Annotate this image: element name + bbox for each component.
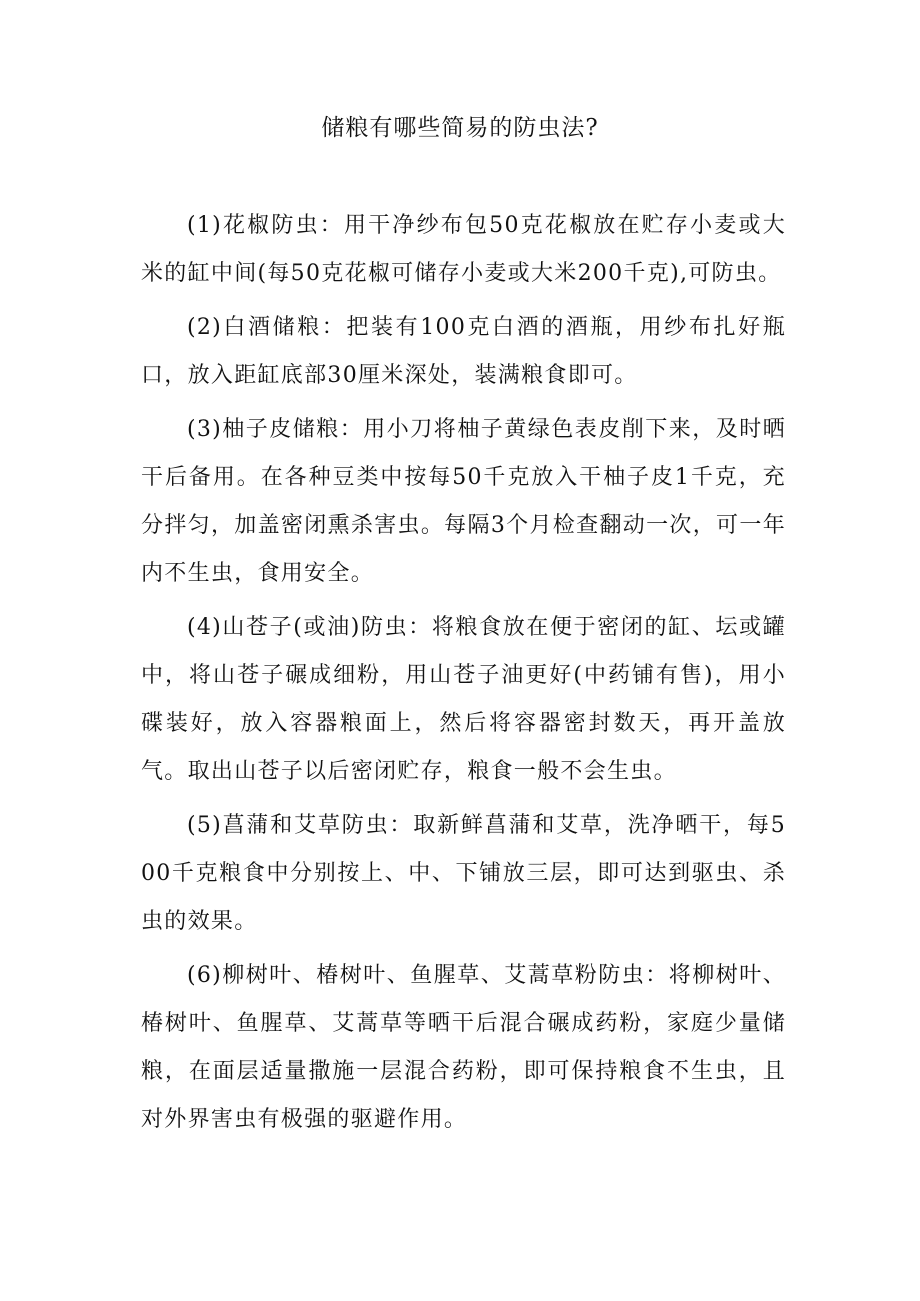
- paragraph-3: (3)柚子皮储粮：用小刀将柚子黄绿色表皮削下来，及时晒干后备用。在各种豆类中按每50千克放入干柚子皮1千克，充分拌匀，加盖密闭熏杀害虫。每隔3个月检查翻动一次，可一年内不生虫，食用安全。: [141, 417, 786, 586]
- paragraph-1: (1)花椒防虫：用干净纱布包50克花椒放在贮存小麦或大米的缸中间(每50克花椒可储存小麦或大米200千克),可防虫。: [141, 213, 786, 286]
- paragraph-6: (6)柳树叶、椿树叶、鱼腥草、艾蒿草粉防虫：将柳树叶、椿树叶、鱼腥草、艾蒿草等晒干后混合碾成药粉，家庭少量储粮，在面层适量撒施一层混合药粉，即可保持粮食不生虫，且对外界害虫有极强的驱避作用。: [141, 963, 786, 1132]
- document-title: 储粮有哪些简易的防虫法?: [321, 115, 599, 141]
- document-body: [141, 202, 786, 1150]
- paragraph-5: (5)菖蒲和艾草防虫：取新鲜菖蒲和艾草，洗净晒干，每500千克粮食中分别按上、中、下铺放三层，即可达到驱虫、杀虫的效果。: [141, 813, 786, 934]
- paragraph-4: (4)山苍子(或油)防虫：将粮食放在便于密闭的缸、坛或罐中，将山苍子碾成细粉，用山苍子油更好(中药铺有售)，用小碟装好，放入容器粮面上，然后将容器密封数天，再开盖放气。取出山苍子以后密闭贮存，粮食一般不会生虫。: [141, 615, 786, 784]
- paragraph-2: (2)白酒储粮：把装有100克白酒的酒瓶，用纱布扎好瓶口，放入距缸底部30厘米深处，装满粮食即可。: [141, 315, 786, 388]
